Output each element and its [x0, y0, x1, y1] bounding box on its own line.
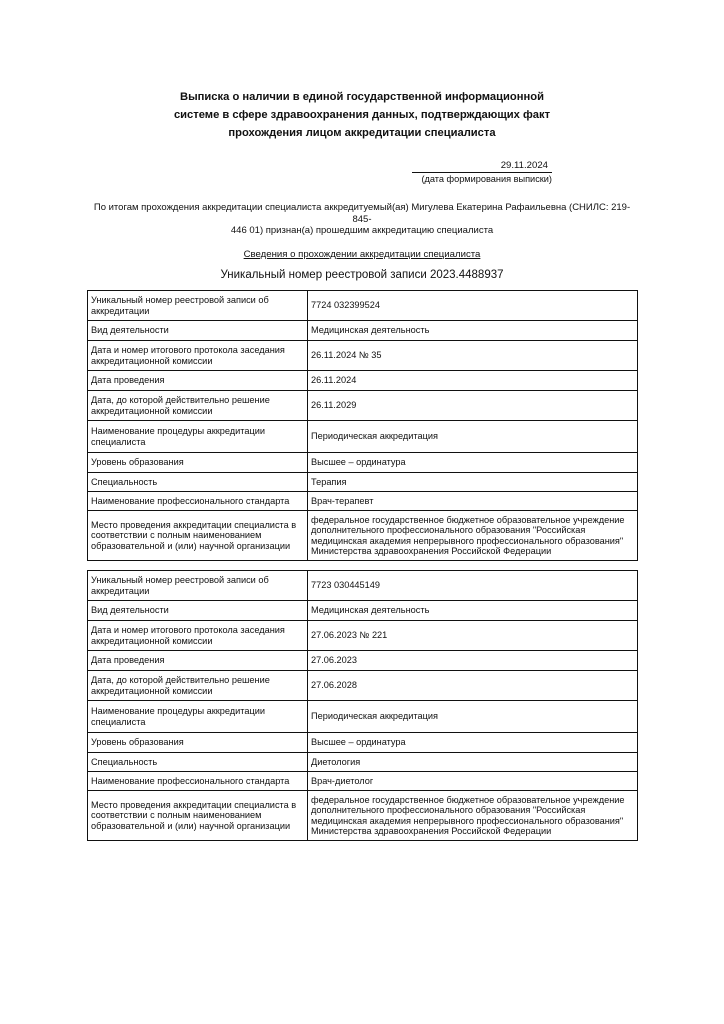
row-label: Место проведения аккредитации специалиста в соответствии с полным наименованием образовательной и (или) научной организации — [88, 791, 308, 841]
row-label: Дата, до которой действительно решение аккредитационной комиссии — [88, 391, 308, 421]
row-value: 7723 030445149 — [308, 571, 638, 601]
row-value: Периодическая аккредитация — [308, 701, 638, 733]
document-title-line: Выписка о наличии в единой государственной информационной — [180, 91, 544, 103]
row-value: федеральное государственное бюджетное образовательное учреждение дополнительного профессионального образования "Российская медицинская академия непрерывного профессионального образования" Министерства здравоохранения Российской Федерации — [308, 791, 638, 841]
row-value: Диетология — [308, 753, 638, 772]
document-title-line: прохождения лицом аккредитации специалиста — [228, 127, 496, 139]
registry-number-title: Уникальный номер реестровой записи 2023.4488937 — [220, 269, 504, 281]
document-title-line: системе в сфере здравоохранения данных, подтверждающих факт — [173, 109, 551, 121]
table-row — [88, 571, 638, 601]
issue-date-block — [412, 160, 552, 186]
row-value: Врач-диетолог — [308, 772, 638, 791]
row-label: Дата, до которой действительно решение аккредитационной комиссии — [88, 671, 308, 701]
row-label: Дата проведения — [88, 371, 308, 391]
table-row — [88, 791, 638, 841]
row-label: Вид деятельности — [88, 321, 308, 341]
row-value: 26.11.2024 № 35 — [308, 341, 638, 371]
intro-line: По итогам прохождения аккредитации специалиста аккредитуемый(ая) Мигулева Екатерина Рафаильевна (СНИЛС: 219-845- — [93, 202, 631, 225]
row-label: Вид деятельности — [88, 601, 308, 621]
row-label: Наименование процедуры аккредитации специалиста — [88, 701, 308, 733]
row-label: Дата и номер итогового протокола заседания аккредитационной комиссии — [88, 621, 308, 651]
row-label: Уникальный номер реестровой записи об аккредитации — [88, 571, 308, 601]
row-label: Специальность — [88, 473, 308, 492]
intro-line: 446 01) признан(а) прошедшим аккредитацию специалиста — [230, 225, 494, 236]
table-row — [88, 621, 638, 651]
issue-date: 29.11.2024 — [412, 160, 552, 173]
row-label: Уровень образования — [88, 453, 308, 473]
row-label: Наименование профессионального стандарта — [88, 772, 308, 791]
table-row — [88, 391, 638, 421]
row-value: Медицинская деятельность — [308, 321, 638, 341]
issue-date-caption: (дата формирования выписки) — [421, 174, 552, 184]
table-row — [88, 321, 638, 341]
table-row — [88, 601, 638, 621]
row-label: Уникальный номер реестровой записи об аккредитации — [88, 291, 308, 321]
row-value: Высшее – ординатура — [308, 453, 638, 473]
intro-text — [88, 202, 636, 237]
row-value: 26.11.2024 — [308, 371, 638, 391]
table-row — [88, 291, 638, 321]
row-value: Врач-терапевт — [308, 492, 638, 511]
row-value: 7724 032399524 — [308, 291, 638, 321]
row-value: 26.11.2029 — [308, 391, 638, 421]
row-value: Периодическая аккредитация — [308, 421, 638, 453]
row-value: 27.06.2028 — [308, 671, 638, 701]
table-row — [88, 733, 638, 753]
row-label: Наименование профессионального стандарта — [88, 492, 308, 511]
table-row — [88, 492, 638, 511]
row-value: Медицинская деятельность — [308, 601, 638, 621]
accreditation-record-table — [87, 570, 638, 841]
accreditation-record-table — [87, 290, 638, 561]
table-row — [88, 772, 638, 791]
table-row — [88, 421, 638, 453]
row-value: 27.06.2023 № 221 — [308, 621, 638, 651]
row-label: Дата и номер итогового протокола заседания аккредитационной комиссии — [88, 341, 308, 371]
row-label: Наименование процедуры аккредитации специалиста — [88, 421, 308, 453]
row-label: Дата проведения — [88, 651, 308, 671]
row-label: Уровень образования — [88, 733, 308, 753]
table-row — [88, 671, 638, 701]
row-label: Специальность — [88, 753, 308, 772]
row-value: Высшее – ординатура — [308, 733, 638, 753]
table-row — [88, 453, 638, 473]
row-value: федеральное государственное бюджетное образовательное учреждение дополнительного профессионального образования "Российская медицинская академия непрерывного профессионального образования" Министерства здравоохранения Российской Федерации — [308, 511, 638, 561]
row-value: 27.06.2023 — [308, 651, 638, 671]
table-row — [88, 651, 638, 671]
table-row — [88, 753, 638, 772]
table-row — [88, 341, 638, 371]
row-label: Место проведения аккредитации специалиста в соответствии с полным наименованием образовательной и (или) научной организации — [88, 511, 308, 561]
table-row — [88, 701, 638, 733]
row-value: Терапия — [308, 473, 638, 492]
table-row — [88, 473, 638, 492]
table-row — [88, 511, 638, 561]
document-title — [0, 88, 724, 142]
section-heading: Сведения о прохождении аккредитации специалиста — [243, 249, 481, 260]
table-row — [88, 371, 638, 391]
